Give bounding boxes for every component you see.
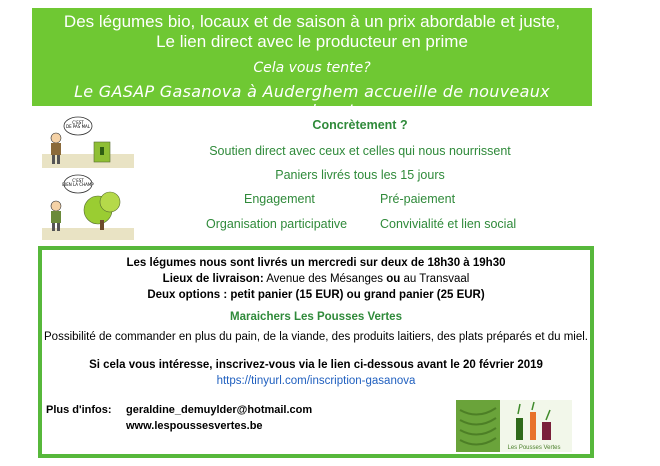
delivery-locations	[42, 272, 590, 286]
delivery-location-a: Avenue des Mésanges	[263, 273, 387, 285]
benefit-conviviality: Convivialité et lien social	[380, 217, 517, 231]
banner-line-4: Le GASAP Gasanova à Auderghem accueille de nouveaux membres!	[74, 82, 550, 120]
les-pousses-vertes-logo	[456, 400, 572, 452]
logo-text: Les Pousses Vertes	[507, 445, 561, 451]
banner-line-2: Le lien direct avec le producteur en prime	[156, 32, 468, 51]
details-box	[38, 246, 594, 458]
speech-bubble-2-text: C'EST BIEN LA CHAMP	[62, 178, 94, 187]
delivery-locations-label: Lieux de livraison:	[162, 273, 264, 285]
banner-line-3: Cela vous tente?	[253, 60, 371, 76]
cartoon-farmer-illustration	[38, 114, 138, 170]
delivery-location-b: au Transvaal	[400, 273, 470, 285]
header-banner	[32, 8, 592, 120]
benefit-participative: Organisation participative	[206, 217, 348, 231]
benefit-engagement: Engagement	[244, 192, 315, 206]
delivery-schedule: Les légumes nous sont livrés un mercredi sur deux de 18h30 à 19h30	[126, 257, 506, 269]
contact-label: Plus d'infos:	[46, 404, 112, 416]
signup-instructions: Si cela vous intéresse, inscrivez-vous via le lien ci-dessous avant le 20 février 2019	[89, 359, 543, 371]
benefit-direct-support: Soutien direct avec ceux et celles qui nous nourrissent	[209, 144, 511, 158]
benefit-baskets: Paniers livrés tous les 15 jours	[275, 168, 445, 182]
benefit-prepayment: Pré-paiement	[380, 192, 456, 206]
contact-website[interactable]: www.lespoussesvertes.be	[126, 420, 263, 432]
delivery-location-or: ou	[386, 273, 401, 285]
concretement-heading: Concrètement ?	[312, 118, 408, 132]
basket-options: Deux options : petit panier (15 EUR) ou grand panier (25 EUR)	[147, 289, 485, 301]
extra-products: Possibilité de commander en plus du pain, de la viande, des produits laitiers, des plats préparés et du miel.	[44, 331, 588, 343]
speech-bubble-1-text: C'EST DE PAS MAL	[66, 120, 90, 129]
cartoon-tree-illustration	[38, 172, 138, 242]
signup-link[interactable]: https://tinyurl.com/inscription-gasanova	[216, 375, 416, 387]
contact-email[interactable]: geraldine_demuylder@hotmail.com	[126, 404, 313, 416]
producer-name: Maraichers Les Pousses Vertes	[230, 311, 402, 323]
banner-line-1: Des légumes bio, locaux et de saison à un prix abordable et juste,	[63, 12, 561, 31]
